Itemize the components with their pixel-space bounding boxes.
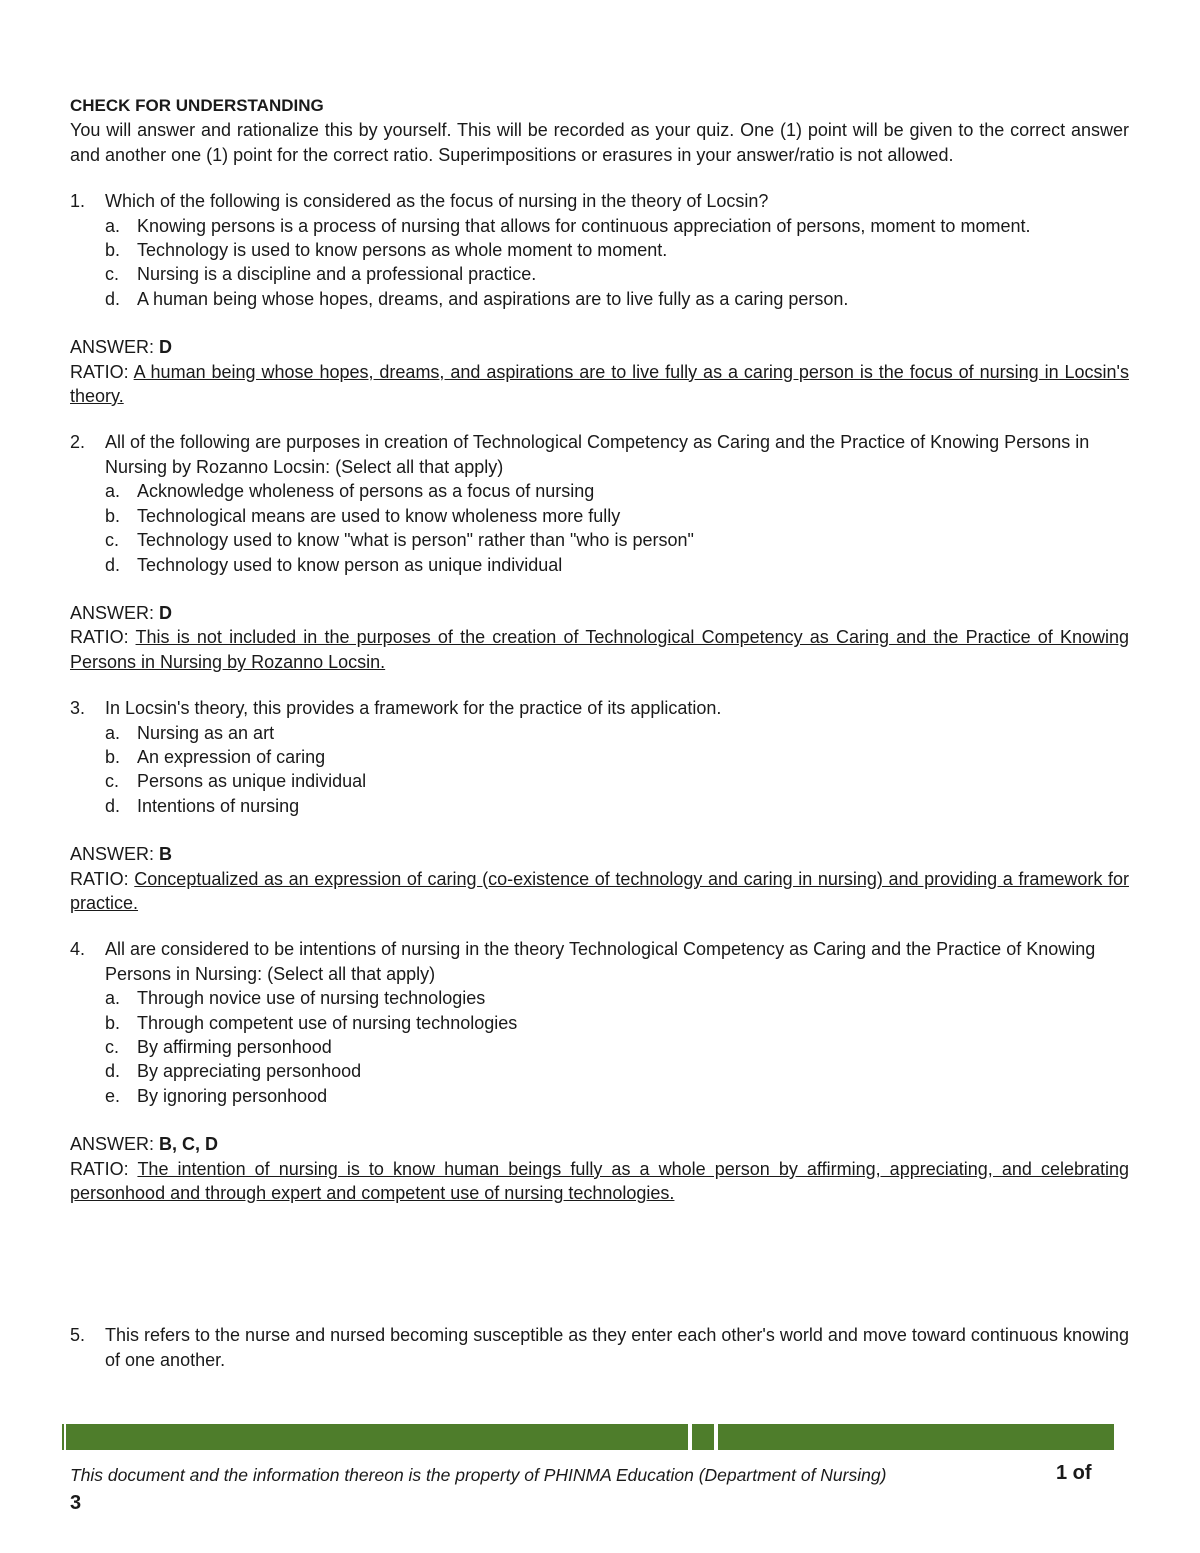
option-item <box>105 986 1129 1010</box>
option-item <box>105 528 1129 552</box>
question-4 <box>70 937 1129 1108</box>
question-text: Which of the following is considered as the focus of nursing in the theory of Locsin? <box>105 191 769 212</box>
question-number: 1. <box>70 191 86 212</box>
option-text: Technology used to know "what is person" rather than "who is person" <box>137 530 694 551</box>
option-letter: d. <box>105 288 121 309</box>
option-text: Persons as unique individual <box>137 771 367 792</box>
option-list <box>105 479 1129 577</box>
option-text: Knowing persons is a process of nursing that allows for continuous appreciation of persons, moment to moment. <box>137 215 1031 236</box>
ratio-text: Conceptualized as an expression of caring (co-existence of technology and caring in nursing) and providing a framework for practice. <box>70 868 1129 913</box>
question-5 <box>70 1323 1129 1372</box>
option-item <box>105 287 1129 311</box>
option-item <box>105 238 1129 262</box>
ratio-label: RATIO: <box>70 627 129 648</box>
option-list <box>105 721 1129 819</box>
ratio-text: This is not included in the purposes of the creation of Technological Competency as Caring and the Practice of Knowing Persons in Nursing by Rozanno Locsin. <box>70 627 1129 672</box>
footer-bar-segment <box>692 1424 714 1450</box>
ratio-line <box>70 1157 1129 1206</box>
option-text: Nursing as an art <box>137 722 275 743</box>
option-item <box>105 504 1129 528</box>
option-text: An expression of caring <box>137 746 326 767</box>
option-item <box>105 721 1129 745</box>
instructions: You will answer and rationalize this by yourself. This will be recorded as your quiz. One (1) point will be given to the correct answer and another one (1) point for the correct ratio. Superimpositions or erasures in your answer/ratio is not allowed. <box>70 120 1129 165</box>
option-list <box>105 986 1129 1108</box>
option-letter: a. <box>105 722 121 743</box>
answer-value: B, C, D <box>159 1134 219 1155</box>
ratio-label: RATIO: <box>70 1158 129 1179</box>
option-item <box>105 1059 1129 1083</box>
question-text: In Locsin's theory, this provides a framework for the practice of its application. <box>105 698 722 719</box>
option-letter: d. <box>105 1061 121 1082</box>
ratio-line <box>70 360 1129 409</box>
ratio-text: The intention of nursing is to know human beings fully as a whole person by affirming, appreciating, and celebrating personhood and through expert and competent use of nursing technologies. <box>70 1158 1129 1204</box>
option-item <box>105 479 1129 503</box>
option-text: Intentions of nursing <box>137 795 300 816</box>
option-letter: b. <box>105 505 121 526</box>
option-text: Nursing is a discipline and a professional practice. <box>137 264 537 285</box>
answer-line <box>70 842 1129 866</box>
option-item <box>105 553 1129 577</box>
option-letter: c. <box>105 771 120 792</box>
footer-bar-edge <box>62 1424 64 1450</box>
section-title: CHECK FOR UNDERSTANDING <box>70 96 324 115</box>
question-number: 2. <box>70 432 86 453</box>
question-1 <box>70 189 1129 311</box>
answer-label: ANSWER: <box>70 337 155 358</box>
option-text: By affirming personhood <box>137 1037 332 1057</box>
option-letter: e. <box>105 1085 121 1106</box>
answer-label: ANSWER: <box>70 1134 155 1155</box>
question-number: 3. <box>70 698 86 719</box>
answer-value: B <box>159 844 173 865</box>
option-text: Technology is used to know persons as whole moment to moment. <box>137 240 668 261</box>
question-number: 4. <box>70 939 86 960</box>
question-number: 5. <box>70 1325 86 1346</box>
ratio-line <box>70 625 1129 674</box>
ratio-label: RATIO: <box>70 361 129 382</box>
footer-disclaimer: This document and the information thereon is the property of PHINMA Education (Department of Nursing) <box>70 1465 887 1485</box>
option-text: Acknowledge wholeness of persons as a focus of nursing <box>137 481 595 502</box>
answer-value: D <box>159 602 173 623</box>
option-letter: b. <box>105 240 121 261</box>
answer-value: D <box>159 337 173 358</box>
option-text: A human being whose hopes, dreams, and aspirations are to live fully as a caring person. <box>137 288 849 309</box>
option-letter: c. <box>105 1037 120 1057</box>
option-item <box>105 745 1129 769</box>
option-letter: a. <box>105 481 121 502</box>
footer-bar-segment <box>718 1424 1114 1450</box>
page-total: 3 <box>70 1492 82 1514</box>
option-letter: d. <box>105 795 121 816</box>
page-number: 1 of <box>1056 1462 1092 1484</box>
option-text: Technology used to know person as unique individual <box>137 554 563 575</box>
option-item <box>105 1084 1129 1108</box>
option-letter: b. <box>105 746 121 767</box>
option-text: By appreciating personhood <box>137 1061 362 1082</box>
option-item <box>105 1011 1129 1035</box>
option-letter: c. <box>105 264 120 285</box>
document-page <box>70 94 1129 1372</box>
spacer <box>70 1205 1129 1301</box>
footer-bar <box>62 1424 1114 1450</box>
option-item <box>105 794 1129 818</box>
ratio-text: A human being whose hopes, dreams, and aspirations are to live fully as a caring person is the focus of nursing in Locsin's theory. <box>70 361 1129 407</box>
option-letter: d. <box>105 554 121 575</box>
option-item <box>105 1035 1129 1059</box>
option-letter: c. <box>105 530 120 551</box>
question-3 <box>70 696 1129 818</box>
option-item <box>105 214 1129 238</box>
question-text: This refers to the nurse and nursed becoming susceptible as they enter each other's world and move toward continuous knowing of one another. <box>105 1325 1130 1370</box>
option-letter: b. <box>105 1012 121 1033</box>
option-text: Technological means are used to know wholeness more fully <box>137 505 621 526</box>
footer-bar-segment <box>66 1424 688 1450</box>
question-2 <box>70 430 1129 576</box>
option-list <box>105 214 1129 312</box>
answer-line <box>70 1132 1129 1156</box>
answer-label: ANSWER: <box>70 844 155 865</box>
option-letter: a. <box>105 215 121 236</box>
answer-label: ANSWER: <box>70 602 155 623</box>
option-letter: a. <box>105 988 121 1009</box>
ratio-label: RATIO: <box>70 868 129 889</box>
question-text: All are considered to be intentions of nursing in the theory Technological Competency as Caring and the Practice of Knowing Persons in Nursing: (Select all that apply) <box>105 939 1096 984</box>
option-text: By ignoring personhood <box>137 1085 328 1106</box>
option-text: Through competent use of nursing technologies <box>137 1012 518 1033</box>
option-text: Through novice use of nursing technologies <box>137 988 486 1009</box>
option-item <box>105 769 1129 793</box>
ratio-line <box>70 867 1129 916</box>
answer-line <box>70 335 1129 359</box>
question-text: All of the following are purposes in creation of Technological Competency as Caring and the Practice of Knowing Persons in Nursing by Rozanno Locsin: (Select all that apply) <box>105 432 1090 477</box>
option-item <box>105 262 1129 286</box>
answer-line <box>70 601 1129 625</box>
